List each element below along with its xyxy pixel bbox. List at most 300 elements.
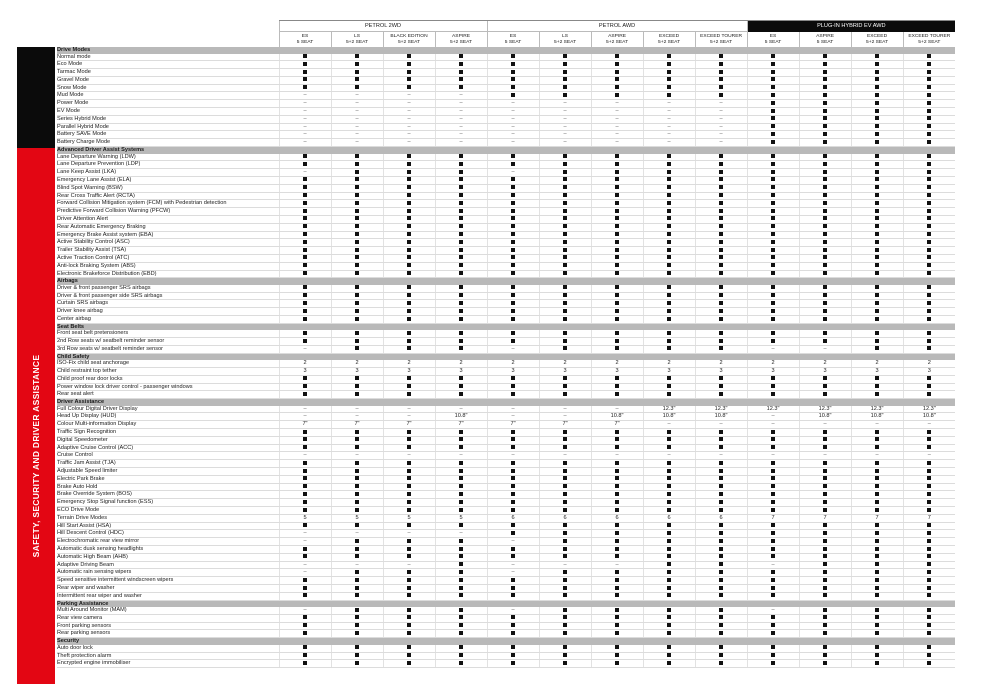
feature-label: Emergency Brake Assist system (EBA) [57, 231, 279, 239]
standard-square-icon [615, 476, 619, 480]
standard-cell [643, 499, 695, 507]
standard-square-icon [719, 484, 723, 488]
standard-square-icon [875, 484, 879, 488]
table-row [57, 530, 955, 538]
standard-cell [487, 54, 539, 61]
standard-square-icon [407, 484, 411, 488]
standard-cell [591, 192, 643, 200]
standard-cell [331, 54, 383, 61]
standard-cell [851, 169, 903, 177]
standard-cell [539, 223, 591, 231]
standard-square-icon [875, 346, 879, 350]
standard-cell [903, 436, 955, 444]
standard-square-icon [459, 201, 463, 205]
standard-cell [799, 585, 851, 593]
standard-cell [539, 231, 591, 239]
standard-cell [279, 292, 331, 300]
standard-square-icon [927, 255, 931, 259]
standard-cell [799, 483, 851, 491]
standard-cell [539, 614, 591, 622]
standard-square-icon [407, 523, 411, 527]
standard-square-icon [303, 232, 307, 236]
standard-square-icon [667, 492, 671, 496]
standard-square-icon [615, 461, 619, 465]
standard-cell [279, 308, 331, 316]
table-row [57, 115, 955, 123]
standard-square-icon [823, 392, 827, 396]
standard-square-icon [927, 339, 931, 343]
standard-cell [383, 176, 435, 184]
standard-cell [799, 645, 851, 652]
standard-square-icon [667, 531, 671, 535]
standard-cell [591, 553, 643, 561]
standard-cell [747, 391, 799, 399]
standard-cell [643, 76, 695, 84]
standard-cell [435, 475, 487, 483]
standard-cell [591, 383, 643, 391]
standard-square-icon [771, 392, 775, 396]
standard-cell [279, 239, 331, 247]
table-row [57, 577, 955, 585]
standard-cell [435, 577, 487, 585]
standard-cell [539, 530, 591, 538]
not-available-cell: – [383, 406, 435, 413]
feature-label: Snow Mode [57, 84, 279, 92]
standard-cell [487, 292, 539, 300]
grade-header: ASPIRE 5+2 SEAT [435, 32, 487, 48]
standard-square-icon [823, 570, 827, 574]
standard-cell [903, 444, 955, 452]
standard-cell [695, 660, 747, 668]
standard-square-icon [823, 331, 827, 335]
standard-square-icon [615, 608, 619, 612]
section-header-row [57, 323, 955, 330]
standard-cell [799, 460, 851, 468]
standard-cell [643, 330, 695, 337]
not-available-cell: – [331, 139, 383, 147]
standard-square-icon [927, 248, 931, 252]
standard-square-icon [667, 593, 671, 597]
standard-square-icon [927, 293, 931, 297]
standard-cell [747, 622, 799, 630]
standard-square-icon [771, 661, 775, 665]
standard-square-icon [719, 62, 723, 66]
standard-cell [747, 660, 799, 668]
feature-label: Rear wiper and washer [57, 585, 279, 593]
standard-cell [747, 577, 799, 585]
section-title: Driver Assistance [57, 399, 955, 406]
standard-cell [851, 530, 903, 538]
standard-square-icon [927, 554, 931, 558]
not-available-cell: – [591, 100, 643, 108]
standard-cell [851, 223, 903, 231]
feature-label: Curtain SRS airbags [57, 300, 279, 308]
standard-cell [851, 54, 903, 61]
standard-square-icon [615, 570, 619, 574]
standard-square-icon [615, 430, 619, 434]
standard-square-icon [875, 201, 879, 205]
group-header: PETROL 2WD [279, 21, 487, 32]
standard-square-icon [407, 201, 411, 205]
not-available-cell: – [487, 131, 539, 139]
standard-square-icon [407, 623, 411, 627]
standard-square-icon [875, 309, 879, 313]
standard-square-icon [667, 209, 671, 213]
standard-square-icon [719, 608, 723, 612]
not-available-cell: – [435, 131, 487, 139]
standard-cell [279, 69, 331, 77]
standard-square-icon [563, 461, 567, 465]
standard-square-icon [355, 430, 359, 434]
standard-cell [695, 652, 747, 660]
feature-label: Normal mode [57, 54, 279, 61]
not-available-cell: – [487, 169, 539, 177]
standard-cell [487, 239, 539, 247]
standard-cell [487, 577, 539, 585]
standard-cell [747, 292, 799, 300]
standard-cell [591, 444, 643, 452]
feature-label: Electric Park Brake [57, 475, 279, 483]
standard-square-icon [303, 476, 307, 480]
standard-cell [747, 522, 799, 530]
standard-square-icon [303, 523, 307, 527]
standard-cell [331, 391, 383, 399]
standard-square-icon [823, 508, 827, 512]
standard-square-icon [823, 216, 827, 220]
standard-square-icon [407, 500, 411, 504]
standard-square-icon [355, 154, 359, 158]
standard-cell [487, 208, 539, 216]
standard-cell [487, 391, 539, 399]
standard-square-icon [875, 562, 879, 566]
standard-square-icon [563, 309, 567, 313]
standard-square-icon [407, 285, 411, 289]
spec-table [57, 20, 955, 668]
grade-header: EXCEED TOURER 5+2 SEAT [695, 32, 747, 48]
standard-square-icon [875, 578, 879, 582]
not-available-cell: – [539, 100, 591, 108]
standard-cell [539, 622, 591, 630]
standard-cell [643, 375, 695, 383]
standard-square-icon [771, 101, 775, 105]
standard-cell [383, 69, 435, 77]
standard-cell [383, 499, 435, 507]
standard-cell [903, 300, 955, 308]
standard-cell [799, 161, 851, 169]
standard-square-icon [771, 185, 775, 189]
standard-cell [799, 76, 851, 84]
standard-cell [695, 285, 747, 292]
standard-square-icon [459, 492, 463, 496]
standard-cell [747, 231, 799, 239]
standard-cell [331, 614, 383, 622]
standard-cell [435, 345, 487, 353]
standard-square-icon [303, 508, 307, 512]
not-available-cell: – [539, 561, 591, 569]
standard-square-icon [303, 661, 307, 665]
standard-cell [851, 131, 903, 139]
standard-cell [331, 460, 383, 468]
standard-square-icon [303, 331, 307, 335]
standard-square-icon [355, 62, 359, 66]
feature-label: Adaptive Driving Beam [57, 561, 279, 569]
standard-square-icon [459, 54, 463, 58]
standard-square-icon [927, 177, 931, 181]
feature-label: Multi Around Monitor (MAM) [57, 607, 279, 614]
standard-cell [695, 292, 747, 300]
standard-square-icon [771, 162, 775, 166]
value-cell: 5 [383, 514, 435, 522]
standard-cell [643, 254, 695, 262]
not-available-cell: – [643, 115, 695, 123]
standard-square-icon [875, 523, 879, 527]
standard-square-icon [719, 255, 723, 259]
standard-cell [851, 231, 903, 239]
standard-square-icon [927, 93, 931, 97]
not-available-cell: – [799, 421, 851, 429]
table-row [57, 247, 955, 255]
standard-square-icon [615, 240, 619, 244]
standard-square-icon [875, 116, 879, 120]
feature-label: Anti-lock Braking System (ABS) [57, 262, 279, 270]
standard-cell [643, 169, 695, 177]
standard-square-icon [511, 263, 515, 267]
standard-cell [695, 176, 747, 184]
standard-square-icon [355, 232, 359, 236]
standard-cell [435, 585, 487, 593]
standard-cell [851, 622, 903, 630]
standard-cell [539, 169, 591, 177]
standard-square-icon [563, 93, 567, 97]
standard-square-icon [927, 570, 931, 574]
standard-square-icon [927, 240, 931, 244]
not-available-cell: – [487, 108, 539, 116]
standard-cell [331, 569, 383, 577]
standard-square-icon [355, 484, 359, 488]
standard-cell [539, 383, 591, 391]
standard-square-icon [667, 392, 671, 396]
standard-square-icon [927, 162, 931, 166]
standard-square-icon [875, 70, 879, 74]
value-cell: 2 [331, 360, 383, 367]
standard-square-icon [459, 170, 463, 174]
feature-label: 2nd Row seats w/ seatbelt reminder sensor [57, 338, 279, 346]
standard-cell [851, 553, 903, 561]
standard-square-icon [407, 309, 411, 313]
standard-cell [591, 569, 643, 577]
not-available-cell: – [539, 139, 591, 147]
standard-square-icon [511, 492, 515, 496]
standard-cell [747, 61, 799, 69]
standard-cell [695, 200, 747, 208]
standard-square-icon [355, 554, 359, 558]
standard-square-icon [303, 623, 307, 627]
standard-cell [487, 530, 539, 538]
standard-square-icon [355, 177, 359, 181]
standard-cell [799, 499, 851, 507]
standard-square-icon [927, 132, 931, 136]
standard-square-icon [407, 248, 411, 252]
feature-label: Center airbag [57, 316, 279, 324]
standard-square-icon [771, 476, 775, 480]
standard-square-icon [563, 531, 567, 535]
standard-cell [435, 330, 487, 337]
standard-cell [331, 239, 383, 247]
standard-cell [591, 630, 643, 638]
standard-cell [591, 530, 643, 538]
feature-label: Lane Departure Warning (LDW) [57, 154, 279, 161]
table-row [57, 569, 955, 577]
not-available-cell: – [487, 115, 539, 123]
standard-square-icon [667, 77, 671, 81]
not-available-cell: – [539, 123, 591, 131]
standard-cell [383, 444, 435, 452]
standard-square-icon [719, 623, 723, 627]
standard-square-icon [563, 62, 567, 66]
standard-cell [591, 592, 643, 600]
standard-square-icon [771, 293, 775, 297]
section-header-row [57, 600, 955, 607]
standard-cell [643, 614, 695, 622]
standard-square-icon [823, 263, 827, 267]
standard-cell [591, 491, 643, 499]
standard-square-icon [355, 615, 359, 619]
feature-label: Lane Keep Assist (LKA) [57, 169, 279, 177]
standard-square-icon [511, 232, 515, 236]
standard-square-icon [875, 547, 879, 551]
standard-square-icon [927, 547, 931, 551]
standard-cell [539, 208, 591, 216]
standard-cell [279, 192, 331, 200]
standard-square-icon [459, 645, 463, 649]
standard-cell [643, 436, 695, 444]
standard-cell [331, 254, 383, 262]
standard-cell [383, 507, 435, 515]
standard-cell [903, 553, 955, 561]
standard-cell [851, 436, 903, 444]
standard-cell [539, 154, 591, 161]
not-available-cell: – [331, 100, 383, 108]
standard-cell [539, 239, 591, 247]
table-row [57, 330, 955, 337]
standard-cell [747, 262, 799, 270]
not-available-cell: – [279, 345, 331, 353]
table-row [57, 538, 955, 546]
standard-cell [539, 491, 591, 499]
not-available-cell: – [383, 92, 435, 100]
standard-cell [903, 84, 955, 92]
not-available-cell: – [747, 607, 799, 614]
standard-cell [851, 292, 903, 300]
standard-cell [747, 436, 799, 444]
standard-square-icon [615, 523, 619, 527]
standard-cell [539, 630, 591, 638]
standard-cell [851, 507, 903, 515]
standard-square-icon [719, 531, 723, 535]
standard-square-icon [771, 384, 775, 388]
grade-header-spacer [57, 32, 279, 48]
standard-cell [747, 300, 799, 308]
standard-square-icon [771, 201, 775, 205]
standard-square-icon [355, 248, 359, 252]
standard-cell [747, 254, 799, 262]
standard-square-icon [355, 201, 359, 205]
standard-cell [383, 54, 435, 61]
standard-square-icon [875, 531, 879, 535]
standard-square-icon [407, 331, 411, 335]
standard-cell [643, 391, 695, 399]
standard-square-icon [719, 500, 723, 504]
standard-cell [747, 507, 799, 515]
standard-square-icon [459, 177, 463, 181]
standard-square-icon [563, 248, 567, 252]
standard-cell [487, 475, 539, 483]
standard-square-icon [511, 154, 515, 158]
standard-square-icon [355, 469, 359, 473]
standard-cell [643, 460, 695, 468]
standard-square-icon [355, 271, 359, 275]
standard-cell [747, 215, 799, 223]
standard-cell [747, 592, 799, 600]
standard-cell [643, 429, 695, 437]
standard-cell [851, 200, 903, 208]
section-header-row [57, 399, 955, 406]
standard-square-icon [667, 608, 671, 612]
feature-label: EV Mode [57, 108, 279, 116]
standard-cell [695, 208, 747, 216]
standard-cell [331, 468, 383, 476]
standard-cell [903, 330, 955, 337]
standard-square-icon [927, 531, 931, 535]
standard-square-icon [771, 109, 775, 113]
standard-cell [539, 345, 591, 353]
standard-cell [331, 607, 383, 614]
standard-cell [591, 538, 643, 546]
standard-square-icon [667, 437, 671, 441]
standard-square-icon [615, 661, 619, 665]
standard-square-icon [927, 216, 931, 220]
not-available-cell: – [279, 413, 331, 421]
standard-cell [851, 108, 903, 116]
standard-cell [539, 54, 591, 61]
standard-square-icon [667, 523, 671, 527]
standard-cell [279, 491, 331, 499]
standard-square-icon [407, 461, 411, 465]
standard-square-icon [771, 623, 775, 627]
value-cell: 2 [747, 360, 799, 367]
feature-label: Child restraint top tether [57, 367, 279, 375]
section-header-row [57, 353, 955, 360]
standard-square-icon [303, 62, 307, 66]
feature-label: Traffic Sign Recognition [57, 429, 279, 437]
standard-square-icon [615, 77, 619, 81]
standard-square-icon [771, 255, 775, 259]
standard-cell [695, 300, 747, 308]
standard-square-icon [667, 309, 671, 313]
not-available-cell: – [695, 131, 747, 139]
standard-square-icon [407, 232, 411, 236]
standard-square-icon [719, 285, 723, 289]
value-cell: 7" [539, 421, 591, 429]
standard-cell [799, 652, 851, 660]
standard-cell [851, 561, 903, 569]
standard-cell [747, 460, 799, 468]
standard-square-icon [719, 661, 723, 665]
not-available-cell: – [695, 108, 747, 116]
table-row [57, 614, 955, 622]
standard-square-icon [563, 661, 567, 665]
standard-cell [279, 176, 331, 184]
